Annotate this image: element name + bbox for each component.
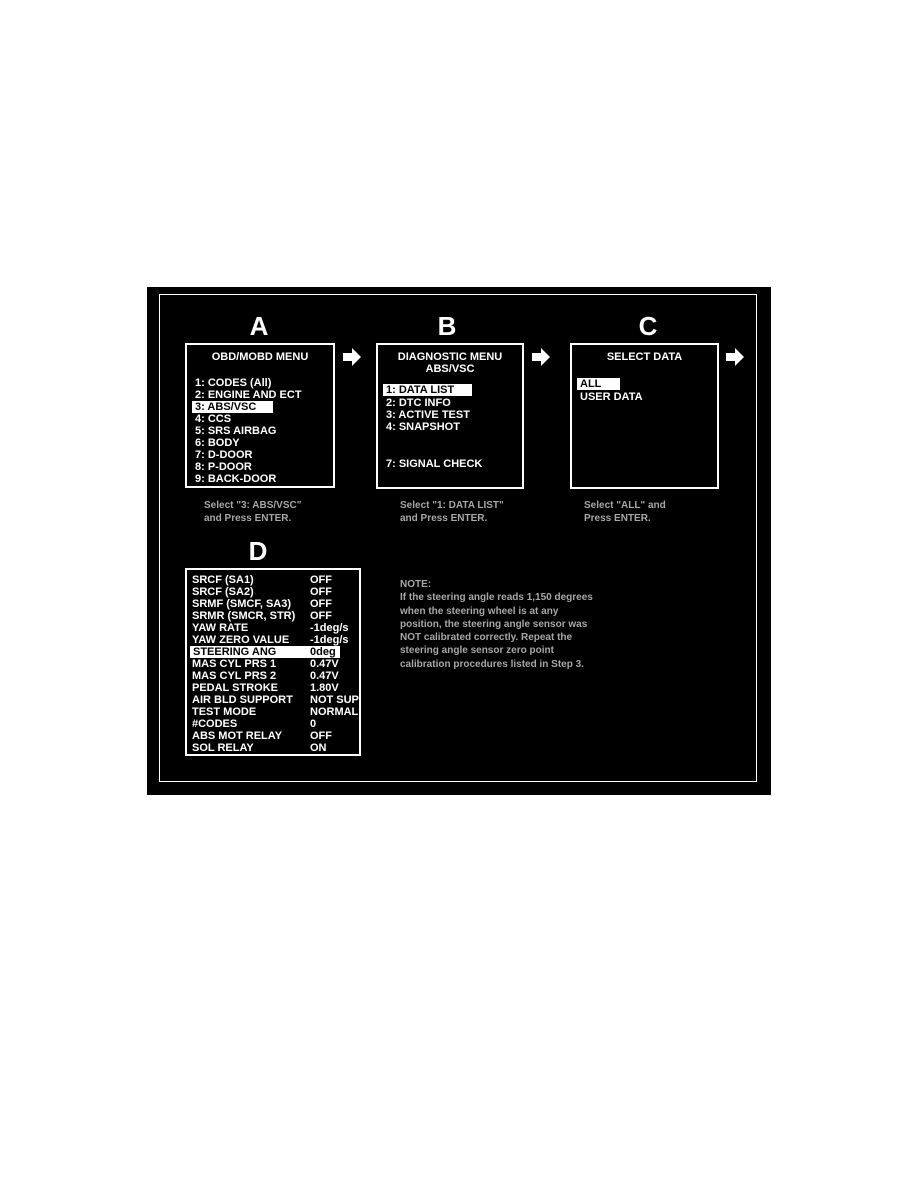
data-label: SRMR (SMCR, STR) (192, 610, 296, 622)
data-value: -1deg/s (310, 634, 349, 646)
diagnostic-figure (147, 287, 771, 795)
panel-c-screen (570, 343, 719, 489)
caption-line: Select "3: ABS/VSC" (204, 500, 302, 511)
note-line: steering angle sensor zero point (400, 645, 554, 657)
data-row-selected (190, 646, 340, 658)
data-label: PEDAL STROKE (192, 682, 278, 694)
right-arrow-icon (531, 347, 551, 367)
panel-c-caption (584, 499, 666, 525)
caption-line: and Press ENTER. (400, 513, 488, 524)
caption-line: Select "1: DATA LIST" (400, 500, 504, 511)
data-value: 0deg (310, 646, 336, 658)
panel-a-title: OBD/MOBD MENU (211, 351, 309, 363)
data-row (192, 610, 358, 622)
panel-c-title: SELECT DATA (606, 351, 683, 363)
panel-a-screen (185, 343, 335, 488)
data-value: NOT SUP (310, 694, 359, 706)
data-row (192, 670, 358, 682)
data-label: MAS CYL PRS 2 (192, 670, 277, 682)
menu-item-selected: 1: DATA LIST (383, 384, 472, 396)
data-value: OFF (310, 574, 332, 586)
data-row (192, 622, 358, 634)
data-label: MAS CYL PRS 1 (192, 658, 277, 670)
note-heading: NOTE: (400, 579, 432, 590)
menu-item: 1: CODES (All) (195, 377, 272, 389)
data-value: 1.80V (310, 682, 339, 694)
panel-b-title (378, 351, 522, 375)
panel-b-title-line: DIAGNOSTIC MENU (397, 351, 503, 363)
right-arrow-icon (342, 347, 362, 367)
data-row (192, 730, 358, 742)
menu-item: 7: SIGNAL CHECK (386, 458, 483, 470)
data-label: SOL RELAY (192, 742, 254, 754)
data-label: SRCF (SA1) (192, 574, 254, 586)
data-value: ON (310, 742, 327, 754)
panel-a-letter: A (249, 311, 269, 341)
data-value: -1deg/s (310, 622, 349, 634)
data-row (192, 634, 358, 646)
data-label: ABS MOT RELAY (192, 730, 283, 742)
menu-item: 7: D-DOOR (195, 449, 253, 461)
panel-d-screen (185, 568, 361, 756)
right-arrow-icon (725, 347, 745, 367)
data-value: 0 (310, 718, 317, 730)
menu-item: 9: BACK-DOOR (195, 473, 277, 485)
panel-b-caption (400, 499, 504, 525)
data-label: #CODES (192, 718, 238, 730)
menu-item: 4: CCS (195, 413, 232, 425)
data-row (192, 718, 358, 730)
note-line: when the steering wheel is at any (400, 605, 559, 617)
menu-item-selected: 3: ABS/VSC (192, 401, 273, 413)
note-block (400, 578, 593, 671)
data-value: NORMAL (310, 706, 359, 718)
data-value: OFF (310, 610, 332, 622)
data-row (192, 574, 358, 586)
data-label: TEST MODE (192, 706, 257, 718)
panel-b-title-line: ABS/VSC (425, 363, 475, 375)
data-label: STEERING ANG (193, 646, 277, 658)
panel-b-screen (376, 343, 524, 489)
panel-c-letter: C (638, 311, 658, 341)
data-row (192, 586, 358, 598)
menu-item: 2: ENGINE AND ECT (195, 389, 302, 401)
menu-item: 6: BODY (195, 437, 240, 449)
data-label: SRMF (SMCF, SA3) (192, 598, 291, 610)
data-row (192, 694, 358, 706)
note-line: If the steering angle reads 1,150 degrees (400, 592, 593, 604)
data-row (192, 682, 358, 694)
caption-line: Press ENTER. (584, 513, 651, 524)
note-line: position, the steering angle sensor was (400, 618, 588, 630)
menu-item: 3: ACTIVE TEST (386, 409, 470, 421)
data-row (192, 598, 358, 610)
data-label: YAW ZERO VALUE (192, 634, 290, 646)
data-value: 0.47V (310, 670, 339, 682)
menu-item: 4: SNAPSHOT (386, 421, 460, 433)
panel-a-caption (204, 499, 301, 525)
data-label: AIR BLD SUPPORT (192, 694, 293, 706)
note-line: calibration procedures listed in Step 3. (400, 658, 584, 670)
data-value: OFF (310, 598, 332, 610)
data-value: OFF (310, 586, 332, 598)
data-row (192, 658, 358, 670)
menu-item: 8: P-DOOR (195, 461, 252, 473)
panel-d-letter: D (248, 536, 268, 566)
caption-line: Select "ALL" and (584, 500, 666, 511)
data-label: YAW RATE (192, 622, 249, 634)
menu-item: 2: DTC INFO (386, 397, 451, 409)
panel-b-letter: B (437, 311, 457, 341)
menu-item: 5: SRS AIRBAG (195, 425, 277, 437)
data-row (192, 706, 358, 718)
data-row (192, 742, 358, 754)
menu-item: USER DATA (580, 391, 643, 403)
data-label: SRCF (SA2) (192, 586, 254, 598)
data-value: OFF (310, 730, 332, 742)
data-value: 0.47V (310, 658, 339, 670)
menu-item-selected: ALL (577, 378, 620, 390)
note-line: NOT calibrated correctly. Repeat the (400, 632, 573, 644)
caption-line: and Press ENTER. (204, 513, 292, 524)
